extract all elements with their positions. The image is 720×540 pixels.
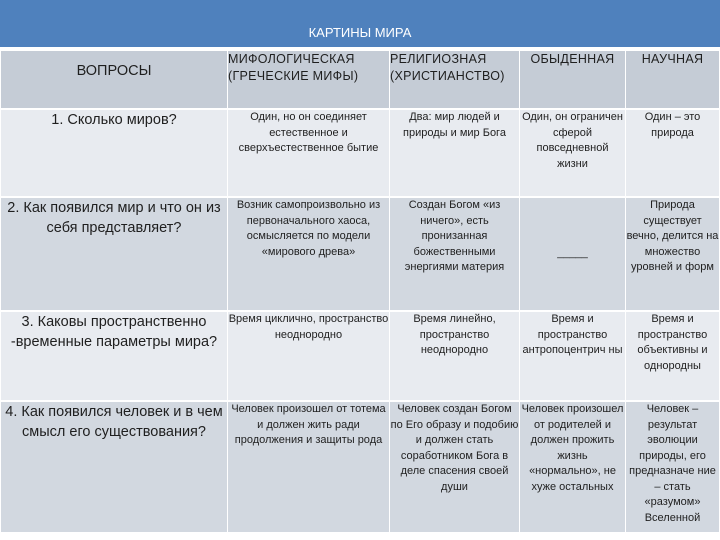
cell-religious: Человек создан Богом по Его образу и подобию и должен стать соработником Бога в деле спасения своей души — [390, 402, 519, 532]
cell-scientific: Природа существует вечно, делится на множество уровней и форм — [626, 198, 719, 310]
header-everyday: ОБЫДЕННАЯ — [520, 51, 625, 108]
table-row — [1, 402, 719, 532]
header-mythological: МИФОЛОГИЧЕСКАЯ (ГРЕЧЕСКИЕ МИФЫ) — [228, 51, 389, 108]
cell-mythological: Время циклично, пространство неоднородно — [228, 312, 389, 400]
world-pictures-table — [0, 49, 720, 534]
cell-everyday: Время и пространство антропоцентрич ны — [520, 312, 625, 400]
cell-religious: Время линейно, пространство неоднородно — [390, 312, 519, 400]
row-question: 4. Как появился человек и в чем смысл его существования? — [1, 402, 227, 532]
cell-everyday: Человек произошел от родителей и должен прожить жизнь «нормально», не хуже остальных — [520, 402, 625, 532]
cell-everyday: Один, он ограничен сферой повседневной жизни — [520, 110, 625, 196]
cell-religious: Два: мир людей и природы и мир Бога — [390, 110, 519, 196]
cell-scientific: Человек – результат эволюции природы, его предназначе ние – стать «разумом» Вселенной — [626, 402, 719, 532]
table-row — [1, 198, 719, 310]
header-row — [1, 51, 719, 108]
cell-mythological: Возник самопроизвольно из первоначального хаоса, осмысляется по модели «мирового древа» — [228, 198, 389, 310]
cell-mythological: Человек произошел от тотема и должен жить ради продолжения и защиты рода — [228, 402, 389, 532]
cell-everyday: _____ — [520, 198, 625, 310]
header-religious: РЕЛИГИОЗНАЯ (ХРИСТИАНСТВО) — [390, 51, 519, 108]
cell-mythological: Один, но он соединяет естественное и сверхъестественное бытие — [228, 110, 389, 196]
cell-scientific: Время и пространство объективны и однородны — [626, 312, 719, 400]
header-questions: ВОПРОСЫ — [1, 51, 227, 108]
header-scientific: НАУЧНАЯ — [626, 51, 719, 108]
table-row — [1, 110, 719, 196]
table-row — [1, 312, 719, 400]
row-question: 2. Как появился мир и что он из себя представляет? — [1, 198, 227, 310]
table-title: КАРТИНЫ МИРА — [0, 0, 720, 48]
row-question: 3. Каковы пространственно -временные параметры мира? — [1, 312, 227, 400]
row-question: 1. Сколько миров? — [1, 110, 227, 196]
cell-scientific: Один – это природа — [626, 110, 719, 196]
cell-religious: Создан Богом «из ничего», есть пронизанная божественными энергиями материя — [390, 198, 519, 310]
